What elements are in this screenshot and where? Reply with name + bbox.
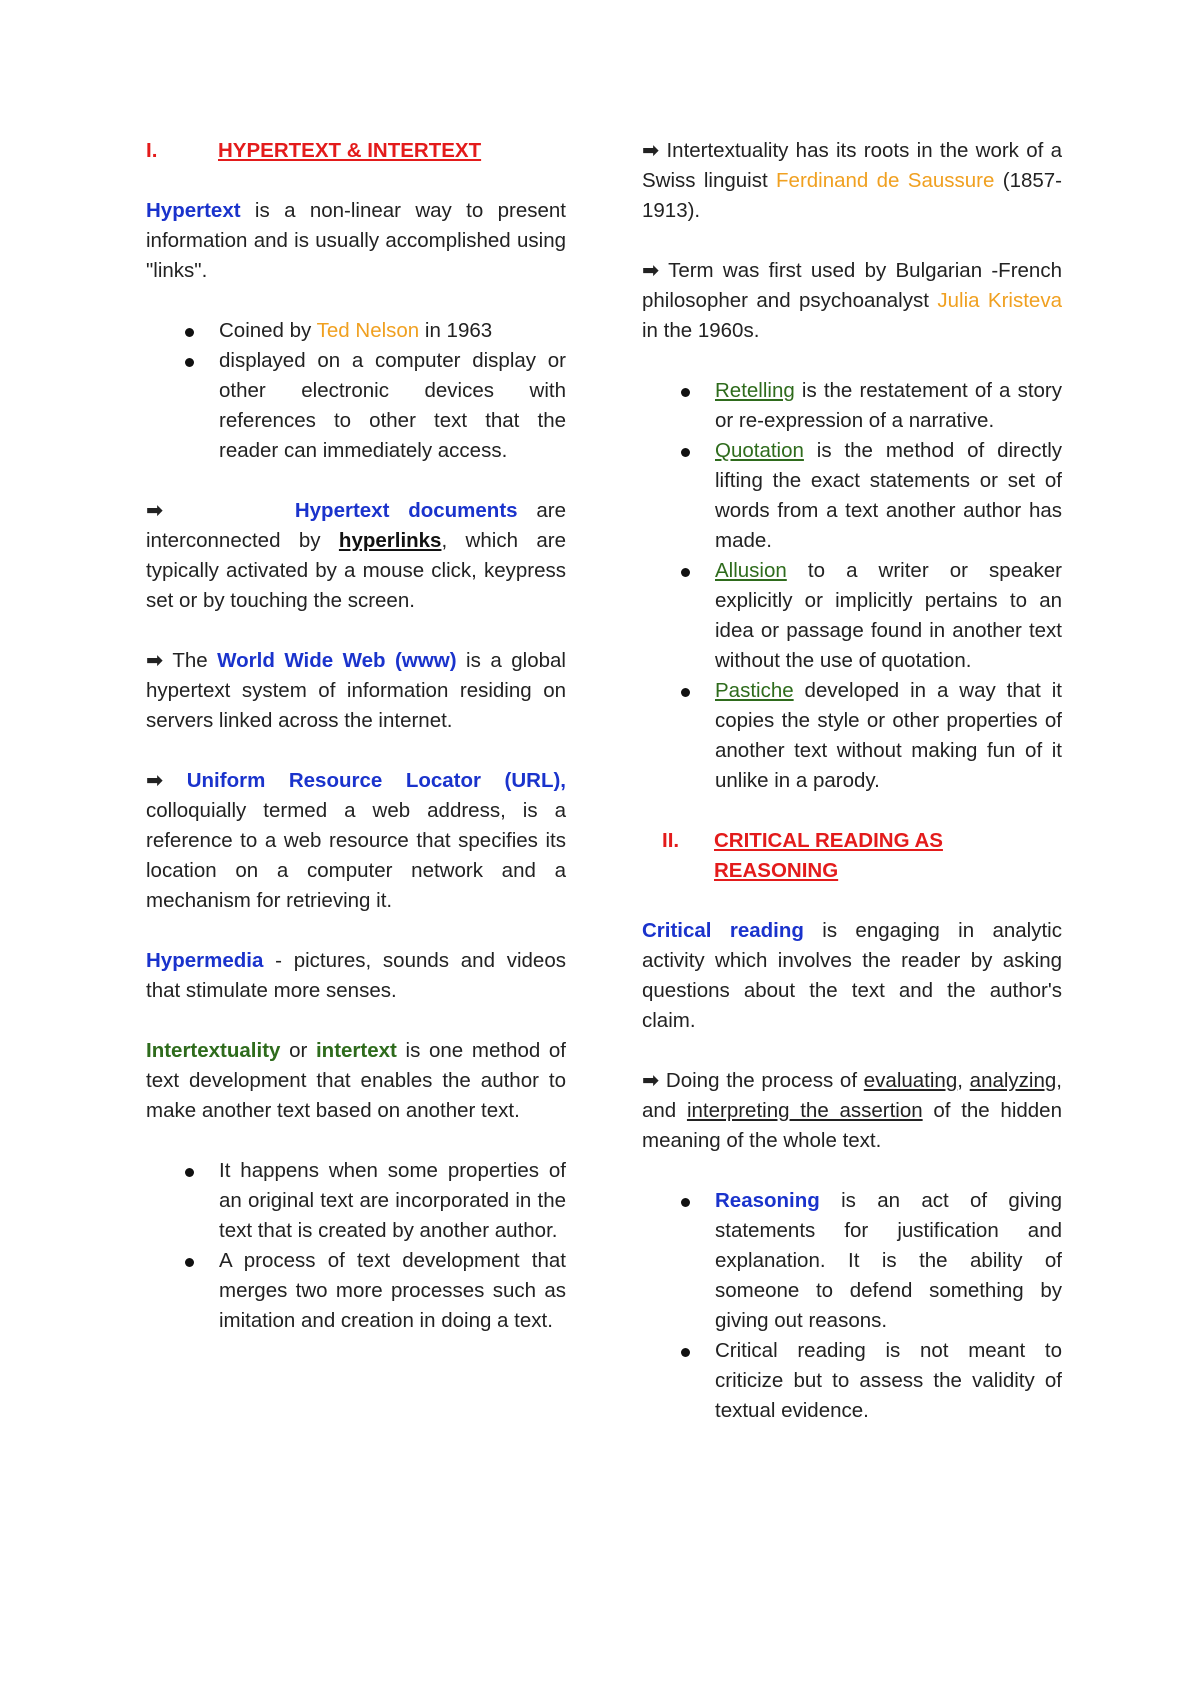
right-column bbox=[642, 136, 1062, 1426]
arrow-icon: ➡ bbox=[642, 259, 660, 282]
list-item: It happens when some properties of an original text are incorporated in the text that is created by another author. bbox=[146, 1156, 566, 1246]
term-intertextuality: Intertextuality bbox=[146, 1039, 281, 1062]
name-kristeva: Julia Kristeva bbox=[937, 289, 1062, 312]
term-retelling: Retelling bbox=[715, 379, 795, 402]
www-paragraph: ➡ The World Wide Web (www) is a global hypertext system of information residing on servers linked across the internet. bbox=[146, 649, 566, 732]
term-url: Uniform Resource Locator (URL), bbox=[186, 769, 567, 792]
term-reasoning: Reasoning bbox=[715, 1189, 820, 1212]
kristeva-paragraph: ➡ Term was first used by Bulgarian -French philosopher and psychoanalyst Julia Kristeva in the 1960s. bbox=[642, 259, 1062, 342]
term-hypermedia: Hypermedia bbox=[146, 949, 264, 972]
section-heading-1 bbox=[146, 136, 566, 166]
critical-reading-definition: Critical reading is engaging in analytic activity which involves the reader by asking questions about the text and the author's claim. bbox=[642, 919, 1062, 1032]
term-hyperlinks: hyperlinks bbox=[338, 529, 442, 552]
process-paragraph: ➡ Doing the process of evaluating, analyzing, and interpreting the assertion of the hidden meaning of the whole text. bbox=[642, 1069, 1062, 1152]
term-interpreting: interpreting the assertion bbox=[686, 1099, 923, 1122]
term-www: World Wide Web (www) bbox=[217, 649, 457, 672]
term-hypertext: Hypertext bbox=[146, 199, 241, 222]
arrow-icon: ➡ bbox=[642, 1069, 660, 1092]
list-item: Critical reading is not meant to criticize but to assess the validity of textual evidence. bbox=[642, 1336, 1062, 1426]
list-item: Pastiche developed in a way that it copies the style or other properties of another text without making fun of it unlike in a parody. bbox=[642, 676, 1062, 796]
term-analyzing: analyzing bbox=[969, 1069, 1057, 1092]
intertextuality-paragraph: Intertextuality or intertext is one method of text development that enables the author to make another text based on another text. bbox=[146, 1039, 567, 1122]
saussure-paragraph: ➡ Intertextuality has its roots in the work of a Swiss linguist Ferdinand de Saussure (1857-1913). bbox=[642, 139, 1062, 222]
list-item: Coined by Ted Nelson in 1963 bbox=[146, 316, 566, 346]
list-item: displayed on a computer display or other electronic devices with references to other text that the reader can immediately access. bbox=[146, 346, 566, 466]
list-item: Allusion to a writer or speaker explicitly or implicitly pertains to an idea or passage found in another text without the use of quotation. bbox=[642, 556, 1062, 676]
term-intertext: intertext bbox=[315, 1039, 397, 1062]
arrow-icon: ➡ bbox=[146, 649, 164, 672]
reasoning-bullets bbox=[642, 1186, 1062, 1426]
term-hypertext-documents: Hypertext documents bbox=[294, 499, 518, 522]
term-evaluating: evaluating bbox=[863, 1069, 958, 1092]
list-item: Retelling is the restatement of a story or re-expression of a narrative. bbox=[642, 376, 1062, 436]
arrow-icon: ➡ bbox=[642, 139, 660, 162]
list-item: Quotation is the method of directly lifting the exact statements or set of words from a text another author has made. bbox=[642, 436, 1062, 556]
term-pastiche: Pastiche bbox=[715, 679, 794, 702]
hypertext-definition: Hypertext is a non-linear way to present information and is usually accomplished using "links". bbox=[146, 199, 566, 282]
intertext-types-list bbox=[642, 376, 1062, 796]
left-column bbox=[146, 136, 566, 1336]
section-title: CRITICAL READING AS REASONING bbox=[714, 829, 943, 882]
name-saussure: Ferdinand de Saussure bbox=[776, 169, 995, 192]
term-allusion: Allusion bbox=[715, 559, 787, 582]
section-title: HYPERTEXT & INTERTEXT bbox=[218, 139, 482, 162]
list-item: A process of text development that merges two more processes such as imitation and creation in doing a text. bbox=[146, 1246, 566, 1336]
section-heading-2 bbox=[642, 826, 1062, 886]
url-paragraph: ➡ Uniform Resource Locator (URL), colloquially termed a web address, is a reference to a web resource that specifies its location on a computer network and a mechanism for retrieving it. bbox=[146, 769, 567, 912]
name-ted-nelson: Ted Nelson bbox=[316, 319, 420, 342]
arrow-icon: ➡ bbox=[146, 769, 164, 792]
list-item: Reasoning is an act of giving statements for justification and explanation. It is the ability of someone to defend something by giving out reasons. bbox=[642, 1186, 1062, 1336]
term-quotation: Quotation bbox=[715, 439, 804, 462]
section-number: II. bbox=[662, 829, 680, 852]
section-number: I. bbox=[146, 139, 158, 162]
term-critical-reading: Critical reading bbox=[642, 919, 804, 942]
hypertext-bullets bbox=[146, 316, 566, 466]
hypertext-documents-paragraph: ➡ Hypertext documents are interconnected by hyperlinks, which are typically activated by a mouse click, keypress set or by touching the screen. bbox=[146, 499, 566, 612]
hypermedia-paragraph: Hypermedia - pictures, sounds and videos that stimulate more senses. bbox=[146, 949, 566, 1002]
arrow-icon: ➡ bbox=[146, 499, 164, 522]
intertext-bullets bbox=[146, 1156, 566, 1336]
